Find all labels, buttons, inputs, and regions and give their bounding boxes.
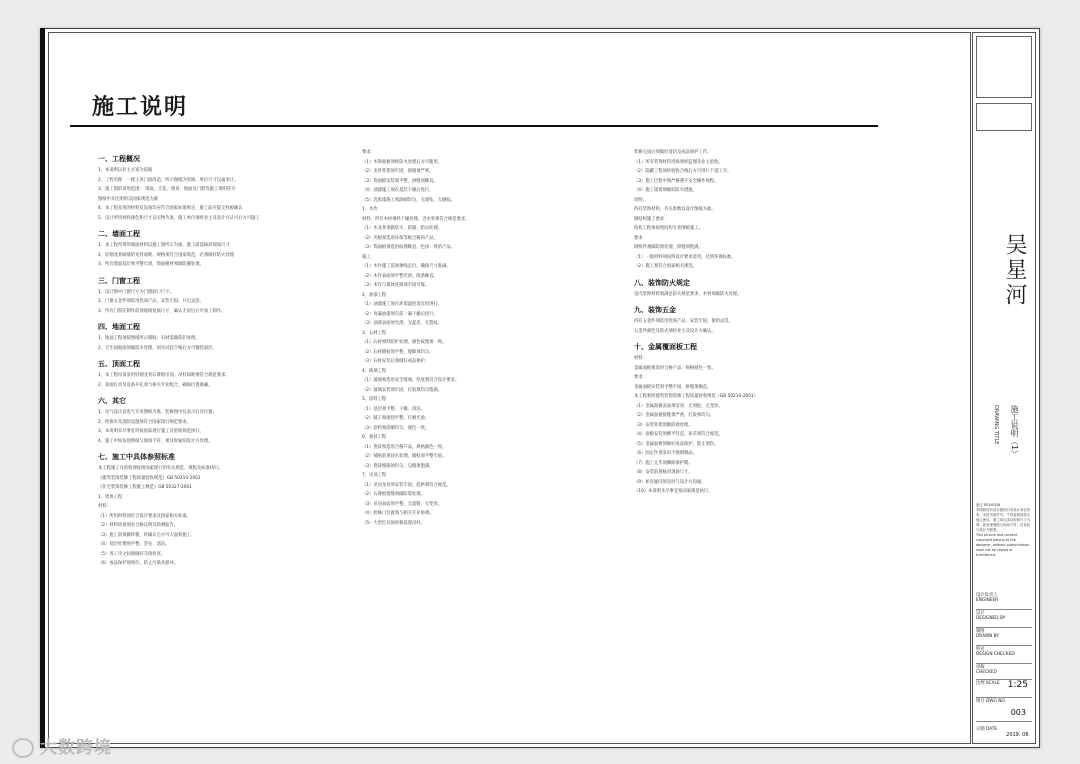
note-line: （2）隐蔽工程须经验收合格后方可进行下道工序。 (634, 169, 732, 174)
design-checked-row: 校对 DESIGN CHECKED (976, 647, 1032, 664)
note-line: 《建筑装饰装修工程质量验收规范》GB 50210-2001 (98, 475, 201, 481)
logo-box (976, 36, 1032, 98)
note-line: （2）金属面板接缝须严密，打胶须均匀。 (634, 413, 715, 418)
section-heading: 六、其它 (98, 397, 126, 405)
note-line: 材料： (98, 504, 111, 509)
section-heading: 四、地面工程 (98, 323, 140, 331)
note-line: 4、本工程采用的材料及设备均应符合国家标准规定，施工前应提交样板确认 (98, 206, 243, 211)
notes-column-1 (98, 148, 334, 569)
note-line: 3、所有门窗在制作前须现场复核尺寸，确认无误后方可加工制作。 (98, 308, 226, 314)
note-line: （1）吊顶龙骨须安装牢固，起拱须符合规范。 (362, 482, 451, 488)
note-line: 金属面板须选用合格产品，规格颜色一致。 (634, 365, 716, 371)
note-line: 1、本工程所用的墙面材料以施工图所示为准，施工前需核对现场尺寸 (98, 243, 230, 248)
note-line: 1、设计图中门窗尺寸为门窗洞口尺寸。 (98, 289, 174, 295)
note-line: （1）金属面板表面须洁净，无划痕、无变形。 (634, 403, 723, 409)
section-heading: 八、装饰防火规定 (634, 278, 690, 287)
date-value: 2019. 08. (1006, 732, 1030, 738)
note-line: （1）油漆施工须在环境温度适宜时进行。 (362, 302, 443, 307)
note-line: 施工： (362, 254, 375, 260)
drawing-number: 003 (1010, 708, 1026, 717)
note-line: 1、墙体工程 (98, 494, 123, 500)
note-line: 五金件颜色及款式须经业主及设计方确认。 (634, 328, 716, 334)
note-line: （2）施工须符合国家相关规范。 (634, 264, 697, 269)
note-line: （2）石材铺贴须平整，缝隙须均匀。 (362, 349, 434, 355)
date-row: 日期 DATE 2019. 08. (976, 727, 1030, 738)
note-line: 金属面板安装须平整牢固，拼缝须顺直。 (634, 384, 712, 390)
engineer-row: 设计负责人 ENGINEER (976, 593, 1032, 610)
note-line: 所有装饰材料，有关参数以设计图纸为准。 (634, 207, 716, 212)
revision-note: 备注 REVISION 本图纸所有设计版权归本设计单位所有，未经书面许可，不得复制或转让他人使用。施工单位须以现场尺寸为准，如发现图纸与现场不符，应及时与设计方联系。 This picture and content copyright belong to the designer, without authorization shall not be copied or transferred. (976, 503, 1031, 557)
section-heading: 九、装饰五金 (634, 306, 676, 314)
note-line: 2、轻钢龙骨隔墙的龙骨间距、规格须符合国家规范，必须做好防火处理 (98, 252, 234, 258)
note-line: 1、木作 (362, 207, 378, 212)
note-line: （1）玻璃须选用安全玻璃，厚度须符合设计要求。 (362, 378, 460, 383)
note-line: （3）饰面板须选用纹理顺直、色泽一致的产品。 (362, 245, 455, 250)
note-line: （3）安装骨架须做防锈处理。 (634, 422, 693, 428)
note-line: （3）瓷砖缝隙须均匀，勾缝须饱满。 (362, 463, 434, 469)
note-line: （2）木作表面须平整光滑，线条顺直。 (362, 273, 438, 279)
note-line: 材料：所有木材须经干燥处理，含水率须符合规范要求。 (362, 216, 470, 222)
note-line: 图纸中未注明的以国家规范为准 (98, 196, 159, 202)
note-line: （1）木饰面板须经防火处理后方可使用。 (362, 159, 443, 165)
note-line: （10）本说明未尽事宜按国家规范执行。 (634, 489, 713, 494)
note-line: （8）安装前须核对现场尺寸。 (634, 470, 693, 475)
note-line: （3）木作与墙体连接须牢固可靠。 (362, 283, 430, 288)
note-line: 3、施工图的适用范围： 饰面、天花、墙身、地面及门窗等施工说明符号 (98, 187, 236, 192)
note-line: （3）吊顶表面须平整，无裂缝、无变形。 (362, 501, 443, 507)
drawing-title-vertical: 施工说明（1） (1010, 405, 1019, 459)
drawing-sheet (40, 28, 1040, 748)
title-divider (70, 125, 878, 127)
note-line: 3、所有墙面基层须平整牢固，饰面板材须做防潮处理。 (98, 262, 204, 267)
section-heading: 二、墙面工程 (98, 230, 140, 238)
note-line: 2、卫生间地面须做防水处理，闭水试验合格后方可铺装面层。 (98, 345, 217, 351)
note-line: 6、瓷砖工程 (362, 435, 387, 440)
drawn-by-row: 制图 DRAWN BY (976, 629, 1032, 646)
scale-row: 比例 SCALE 1:25 (976, 681, 1032, 698)
section-heading: 十、金属覆面板工程 (634, 343, 697, 351)
note-line: 3、石材工程 (362, 330, 387, 336)
note-line: 《住宅装饰装修工程施工规范》GB 50327-2001 (98, 485, 192, 490)
note-line: 1、电气设计以电气专业图纸为准，装修图中仅表示灯具位置。 (98, 410, 217, 415)
note-line: （2）腻子须批刮平整，打磨光滑。 (362, 416, 430, 421)
client-box (976, 103, 1032, 131)
drawing-number-row: 图号 DWG NO. 003 (976, 699, 1032, 722)
note-line: 7、吊顶工程 (362, 473, 387, 478)
note-line: （7）施工完毕须撕除保护膜。 (634, 460, 693, 466)
checked-row: 审核 CHECKED (976, 665, 1032, 680)
note-line: 1、本说明以业主方案为依据 (98, 168, 153, 173)
note-line: 本工程施工及验收须按照国家现行的有关规范、规程及标准执行。 (98, 466, 223, 471)
note-line: 2、给排水及消防设施须符合国家现行规范要求。 (98, 419, 191, 425)
note-line: （1）所有装饰材料进场须经监理及业主验收。 (634, 159, 723, 165)
section-heading: 三、门窗工程 (98, 276, 140, 285)
section-heading: 一、工程概况 (98, 155, 140, 163)
note-line: 要求： (634, 375, 647, 380)
note-line: （6）成品保护须到位，防止污染及损坏。 (98, 561, 179, 566)
note-line: （9）如有疑问须及时与设计方沟通。 (634, 479, 706, 485)
note-line: 1、地面工程须按图纸所示铺贴，石材需做防护处理。 (98, 336, 200, 341)
note-line: 要求： (634, 235, 647, 241)
note-line: 说明： (634, 197, 647, 203)
note-line: （3）石材安装后须做好成品保护。 (362, 359, 430, 364)
note-line: 2、顶面灯具及设备开孔须与相关专业配合，确保位置准确。 (98, 382, 213, 388)
note-line: 1、本工程吊顶采用轻钢龙骨石膏板吊顶，吊杆间距须符合规范要求。 (98, 373, 230, 378)
note-line: （1）一般材料须按照设计要求选用，达到环保标准。 (634, 254, 736, 260)
note-line: 2、门窗五金件须选用优质产品，安装牢固，开启灵活。 (98, 299, 204, 304)
note-line: （5）乳胶漆施工须涂刷均匀，无流坠、无刷纹。 (362, 197, 455, 203)
note-line: 4、玻璃工程 (362, 368, 387, 374)
note-line: （4）油漆施工须在基层干燥后进行。 (362, 188, 434, 193)
note-line: （6）固定件须采用不锈钢制品。 (634, 451, 697, 456)
note-line: （4）检修口位置须与相关专业协调。 (362, 511, 434, 516)
note-line: 钢结构施工要求： (634, 216, 669, 222)
note-line: （2）玻璃安装须牢固，打胶须均匀饱满。 (362, 387, 443, 393)
note-line: 室内装饰材料须满足防火规范要求，木材须做防火处理。 (634, 291, 742, 297)
watermark: 大数跨境 (12, 733, 112, 758)
watermark-logo-icon (12, 738, 34, 758)
note-line: （2）龙骨骨架须牢固，接缝须严密。 (362, 169, 434, 174)
designer-row: 设计 DESIGNED BY (976, 611, 1032, 628)
note-line: （2）每遍油漆须在前一遍干燥后进行。 (362, 311, 438, 317)
note-line: 本工程参照建筑装饰装修工程质量验收规范（GB 50210-2001） (634, 394, 759, 399)
note-line: （3）施工前须做样板，经确认后方可大面积施工。 (98, 532, 196, 538)
note-line: （4）面板安装须横平竖直，误差须符合规范。 (634, 432, 723, 437)
note-line: （4）施工现场须做好防火措施。 (634, 188, 697, 193)
note-line: 5、设计所用材料颜色和尺寸以实物为准，施工单位须经业主及设计方认可后方可施工 (98, 215, 260, 221)
note-line: （1）基层须平整、干燥、清洁。 (362, 406, 425, 412)
section-heading: 七、施工中具体参照标准 (98, 453, 175, 461)
note-line: （2）夹板须选用环保等级合格的产品。 (362, 235, 438, 241)
page-title: 施工说明 (92, 95, 189, 120)
note-line: （3）油漆表面须光滑，无起皮、无裂纹。 (362, 321, 443, 326)
note-line: （5）大型灯具须单独设置吊杆。 (362, 520, 425, 526)
note-line: （1）石材须经防护处理，颜色纹理须一致。 (362, 340, 447, 345)
notes-column-3 (634, 148, 904, 497)
note-line: 结构工程须按照结构专业图纸施工。 (634, 226, 703, 231)
note-line: （4）基层处理须平整、坚实、清洁。 (98, 542, 170, 547)
title-block (972, 32, 1036, 744)
note-line: 2、油漆工程 (362, 292, 387, 298)
note-line: 钢构件须做防锈处理，焊缝须饱满。 (634, 245, 703, 250)
note-line: 材料： (634, 356, 647, 361)
note-line: （2）材料进场须有合格证明及检测报告。 (98, 523, 179, 528)
note-line: 5、涂料工程 (362, 397, 387, 402)
note-line: （1）木作施工前须弹线定位，确保尺寸准确。 (362, 264, 451, 269)
binding-margin (40, 28, 45, 748)
note-line: （3）施工过程中须严格遵守安全操作规程。 (634, 178, 719, 184)
note-line: （3）涂料须涂刷均匀，颜色一致。 (362, 425, 430, 431)
note-line: （5）金属面板须做好成品保护，防止划伤。 (634, 441, 719, 447)
section-heading: 五、顶面工程 (98, 360, 140, 368)
note-line: （2）石膏板接缝须做防裂处理。 (362, 492, 425, 497)
note-line: （1）所用材料须符合设计要求及国家相关标准。 (98, 513, 191, 519)
note-line: 所有五金件须选用优质产品，安装牢固，使用灵活。 (634, 319, 733, 324)
note-line: （3）饰面板安装须平整，拼缝须顺直。 (362, 178, 438, 184)
note-line: 2、工程名称：一楼王泽门面改造，所示图纸为装修，单位尺寸以毫米计。 (98, 177, 239, 183)
project-name: 吴星河 (1002, 233, 1027, 308)
note-line: （2）铺贴前须浸水处理，铺贴须平整牢固。 (362, 454, 447, 459)
notes-column-2 (362, 148, 617, 528)
note-line: 要求： (362, 150, 375, 155)
note-line: 3、本说明未尽事宜均按国家现行施工及验收规范执行。 (98, 429, 204, 434)
note-line: 装修完成后须做好清洁及成品保护工作。 (634, 150, 712, 155)
note-line: 4、施工中如发现图纸与现场不符，须及时通知设计方处理。 (98, 438, 213, 444)
scale-value: 1:25 (1007, 680, 1028, 690)
note-line: （1）木龙骨须做防火、防腐、防虫处理。 (362, 226, 443, 231)
note-line: （1）瓷砖须选用合格产品，规格颜色一致。 (362, 444, 447, 450)
note-line: （5）各工序之间须做好交接检查。 (98, 551, 166, 557)
drawing-title-label: DRAWING TITLE (993, 405, 999, 445)
